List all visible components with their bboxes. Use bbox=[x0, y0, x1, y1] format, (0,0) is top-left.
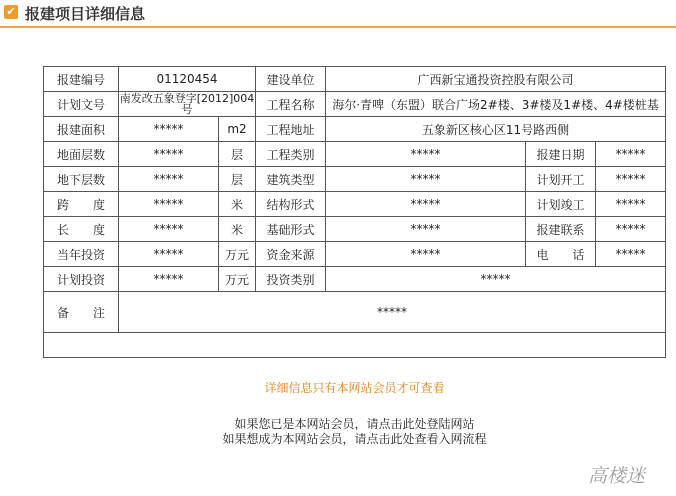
label-cell: 投资类别 bbox=[256, 267, 326, 292]
unit-cell: 万元 bbox=[219, 267, 256, 292]
value-cell: ***** bbox=[119, 242, 219, 267]
value-cell: 01120454 bbox=[119, 67, 256, 92]
label-cell: 地下层数 bbox=[44, 167, 119, 192]
label-cell: 计划文号 bbox=[44, 92, 119, 117]
value-cell: ***** bbox=[326, 167, 526, 192]
table-row bbox=[44, 192, 666, 217]
label-cell: 备 注 bbox=[44, 292, 119, 333]
watermark-logo bbox=[586, 462, 666, 486]
label-cell: 计划投资 bbox=[44, 267, 119, 292]
watermark-text: 高楼迷 bbox=[588, 465, 646, 487]
value-cell: ***** bbox=[596, 167, 666, 192]
value-cell: ***** bbox=[326, 142, 526, 167]
value-cell: 南发改五象登字[2012]004号 bbox=[119, 92, 255, 116]
value-cell: ***** bbox=[596, 142, 666, 167]
label-cell: 长 度 bbox=[44, 217, 119, 242]
page-header bbox=[0, 0, 676, 28]
table-row bbox=[44, 217, 666, 242]
value-cell: ***** bbox=[326, 242, 526, 267]
label-cell: 工程名称 bbox=[256, 92, 326, 117]
value-cell: ***** bbox=[119, 292, 666, 333]
label-cell: 基础形式 bbox=[256, 217, 326, 242]
unit-cell: 米 bbox=[219, 217, 256, 242]
unit-cell: 米 bbox=[219, 192, 256, 217]
value-cell: ***** bbox=[119, 117, 219, 142]
label-cell: 跨 度 bbox=[44, 192, 119, 217]
value-cell: ***** bbox=[326, 217, 526, 242]
table-row bbox=[44, 92, 666, 117]
notice-row bbox=[44, 333, 666, 358]
table-row bbox=[44, 242, 666, 267]
value-cell: ***** bbox=[596, 192, 666, 217]
label-cell: 报建联系 bbox=[526, 217, 596, 242]
label-cell: 报建日期 bbox=[526, 142, 596, 167]
value-cell: ***** bbox=[326, 267, 666, 292]
label-cell: 计划竣工 bbox=[526, 192, 596, 217]
table-row bbox=[44, 142, 666, 167]
label-cell: 报建面积 bbox=[44, 117, 119, 142]
value-cell: 五象新区核心区11号路西侧 bbox=[326, 117, 666, 142]
label-cell: 结构形式 bbox=[256, 192, 326, 217]
label-cell: 报建编号 bbox=[44, 67, 119, 92]
project-info-table bbox=[43, 66, 666, 446]
label-cell: 建筑类型 bbox=[256, 167, 326, 192]
label-cell: 资金来源 bbox=[256, 242, 326, 267]
value-cell: ***** bbox=[326, 192, 526, 217]
value-cell: 海尔·青啤（东盟）联合广场2#楼、3#楼及1#楼、4#楼桩基 bbox=[326, 92, 666, 117]
notice-panel bbox=[44, 333, 666, 446]
label-cell: 工程类别 bbox=[256, 142, 326, 167]
value-cell: 广西新宝通投资控股有限公司 bbox=[326, 67, 666, 92]
page-title: 报建项目详细信息 bbox=[25, 5, 146, 23]
checkbox-icon: ✔ bbox=[4, 5, 18, 19]
value-cell: ***** bbox=[119, 217, 219, 242]
value-cell: ***** bbox=[596, 242, 666, 267]
table-row bbox=[44, 167, 666, 192]
login-link[interactable]: 如果您已是本网站会员，请点击此处登陆网站 bbox=[234, 417, 475, 431]
unit-cell: 层 bbox=[219, 167, 256, 192]
value-cell: ***** bbox=[119, 167, 219, 192]
members-only-notice: 详细信息只有本网站会员才可查看 bbox=[264, 381, 445, 395]
unit-cell: m2 bbox=[219, 117, 256, 142]
label-cell: 地面层数 bbox=[44, 142, 119, 167]
value-cell: ***** bbox=[119, 192, 219, 217]
label-cell: 计划开工 bbox=[526, 167, 596, 192]
value-cell: ***** bbox=[119, 267, 219, 292]
unit-cell: 万元 bbox=[219, 242, 256, 267]
value-cell: ***** bbox=[596, 217, 666, 242]
label-cell: 工程地址 bbox=[256, 117, 326, 142]
label-cell: 建设单位 bbox=[256, 67, 326, 92]
label-cell: 当年投资 bbox=[44, 242, 119, 267]
unit-cell: 层 bbox=[219, 142, 256, 167]
register-link[interactable]: 如果想成为本网站会员，请点击此处查看入网流程 bbox=[222, 432, 487, 446]
table-row bbox=[44, 292, 666, 333]
table-row bbox=[44, 67, 666, 92]
value-cell: ***** bbox=[119, 142, 219, 167]
table-row bbox=[44, 267, 666, 292]
label-cell: 电 话 bbox=[526, 242, 596, 267]
table-row bbox=[44, 117, 666, 142]
